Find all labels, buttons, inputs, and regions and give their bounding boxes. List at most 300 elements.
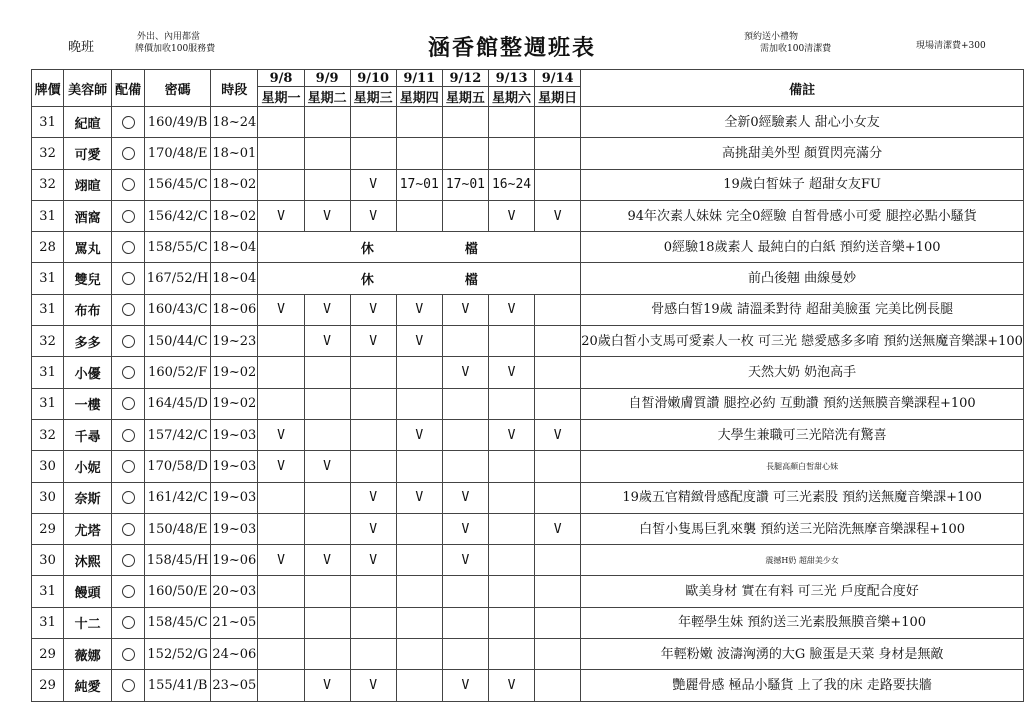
day-cell: V bbox=[350, 545, 396, 576]
day-cell: V bbox=[304, 451, 350, 482]
day-cell: V bbox=[304, 200, 350, 231]
col-time: 時段 bbox=[211, 70, 258, 107]
name-cell: 尤塔 bbox=[64, 513, 112, 544]
remark-cell: 天然大奶 奶泡高手 bbox=[581, 357, 1024, 388]
price-cell: 31 bbox=[32, 263, 64, 294]
remark-cell: 歐美身材 實在有料 可三光 戶度配合度好 bbox=[581, 576, 1024, 607]
remark-cell: 19歲五官精緻骨感配度讚 可三光素股 預約送無魔音樂課+100 bbox=[581, 482, 1024, 513]
day-cell bbox=[488, 482, 534, 513]
day-cell: 17~01 bbox=[396, 169, 442, 200]
day-cell bbox=[535, 607, 581, 638]
code-cell: 150/48/E bbox=[145, 513, 211, 544]
page-title: 涵香館整週班表 bbox=[427, 35, 596, 61]
code-cell: 167/52/H bbox=[145, 263, 211, 294]
day-cell: V bbox=[350, 482, 396, 513]
equip-cell bbox=[112, 670, 145, 701]
price-cell: 28 bbox=[32, 232, 64, 263]
time-cell: 18~02 bbox=[211, 169, 258, 200]
equip-cell bbox=[112, 326, 145, 357]
off-label: 檔 bbox=[464, 273, 478, 289]
off-label: 檔 bbox=[464, 241, 478, 257]
name-cell: 饅頭 bbox=[64, 576, 112, 607]
time-cell: 18~04 bbox=[211, 263, 258, 294]
day-cell bbox=[488, 451, 534, 482]
day-cell: V bbox=[258, 294, 304, 325]
circle-icon bbox=[122, 147, 135, 160]
time-cell: 19~02 bbox=[211, 357, 258, 388]
circle-icon bbox=[122, 429, 135, 442]
cleaning-fee-note-line1: 預約送小禮物 bbox=[744, 32, 799, 42]
day-cell bbox=[304, 138, 350, 169]
circle-icon bbox=[122, 585, 135, 598]
col-name: 美容師 bbox=[64, 70, 112, 107]
day-cell bbox=[442, 607, 488, 638]
day-cell: V bbox=[442, 482, 488, 513]
equip-cell bbox=[112, 200, 145, 231]
day-cell bbox=[396, 451, 442, 482]
price-cell: 31 bbox=[32, 200, 64, 231]
code-cell: 164/45/D bbox=[145, 388, 211, 419]
day-cell bbox=[396, 138, 442, 169]
day-cell bbox=[258, 326, 304, 357]
circle-icon bbox=[122, 648, 135, 661]
day-cell: V bbox=[488, 419, 534, 450]
day-cell: V bbox=[488, 294, 534, 325]
day-cell bbox=[442, 388, 488, 419]
equip-cell bbox=[112, 169, 145, 200]
day-cell bbox=[396, 576, 442, 607]
schedule-body bbox=[32, 107, 1024, 702]
day-cell bbox=[304, 639, 350, 670]
day-cell: 17~01 bbox=[442, 169, 488, 200]
circle-icon bbox=[122, 679, 135, 692]
table-row bbox=[32, 232, 1024, 263]
day-cell bbox=[535, 169, 581, 200]
day-cell bbox=[535, 639, 581, 670]
day-cell bbox=[350, 419, 396, 450]
day-cell: V bbox=[304, 326, 350, 357]
day-cell bbox=[304, 357, 350, 388]
day-cell bbox=[488, 513, 534, 544]
day-cell bbox=[304, 607, 350, 638]
remark-cell: 前凸後翹 曲線曼妙 bbox=[581, 263, 1024, 294]
price-cell: 30 bbox=[32, 451, 64, 482]
time-cell: 19~23 bbox=[211, 326, 258, 357]
time-cell: 24~06 bbox=[211, 639, 258, 670]
code-cell: 152/52/G bbox=[145, 639, 211, 670]
day-cell: V bbox=[442, 357, 488, 388]
circle-icon bbox=[122, 397, 135, 410]
shift-label: 晚班 bbox=[68, 40, 95, 55]
time-cell: 18~01 bbox=[211, 138, 258, 169]
day-cell bbox=[258, 482, 304, 513]
day-cell bbox=[304, 513, 350, 544]
off-cell bbox=[258, 232, 581, 263]
equip-cell bbox=[112, 513, 145, 544]
price-cell: 29 bbox=[32, 670, 64, 701]
day-cell bbox=[258, 576, 304, 607]
circle-icon bbox=[122, 178, 135, 191]
equip-cell bbox=[112, 545, 145, 576]
price-cell: 31 bbox=[32, 357, 64, 388]
equip-cell bbox=[112, 576, 145, 607]
table-row bbox=[32, 169, 1024, 200]
day-cell: 16~24 bbox=[488, 169, 534, 200]
day-cell: V bbox=[350, 513, 396, 544]
day-cell bbox=[350, 576, 396, 607]
day-cell: V bbox=[396, 482, 442, 513]
time-cell: 21~05 bbox=[211, 607, 258, 638]
equip-cell bbox=[112, 232, 145, 263]
col-date: 9/10 bbox=[350, 70, 396, 87]
day-cell bbox=[535, 294, 581, 325]
col-date: 9/14 bbox=[535, 70, 581, 87]
name-cell: 布布 bbox=[64, 294, 112, 325]
equip-cell bbox=[112, 451, 145, 482]
day-cell: V bbox=[488, 670, 534, 701]
equip-cell bbox=[112, 294, 145, 325]
circle-icon bbox=[122, 460, 135, 473]
equip-cell bbox=[112, 138, 145, 169]
day-cell bbox=[535, 357, 581, 388]
day-cell bbox=[304, 388, 350, 419]
day-cell: V bbox=[535, 419, 581, 450]
table-row bbox=[32, 107, 1024, 138]
day-cell bbox=[350, 639, 396, 670]
remark-cell: 年輕學生妹 預約送三光素股無膜音樂+100 bbox=[581, 607, 1024, 638]
code-cell: 161/42/C bbox=[145, 482, 211, 513]
remark-cell: 白皙小隻馬巨乳來襲 預約送三光陪洗無摩音樂課程+100 bbox=[581, 513, 1024, 544]
day-cell bbox=[535, 138, 581, 169]
time-cell: 19~03 bbox=[211, 513, 258, 544]
circle-icon bbox=[122, 616, 135, 629]
day-cell: V bbox=[350, 326, 396, 357]
day-cell bbox=[350, 138, 396, 169]
equip-cell bbox=[112, 482, 145, 513]
day-cell bbox=[396, 513, 442, 544]
day-cell: V bbox=[304, 545, 350, 576]
equip-cell bbox=[112, 263, 145, 294]
day-cell bbox=[488, 576, 534, 607]
table-row bbox=[32, 451, 1024, 482]
code-cell: 160/52/F bbox=[145, 357, 211, 388]
table-row bbox=[32, 576, 1024, 607]
price-cell: 31 bbox=[32, 294, 64, 325]
col-date: 9/8 bbox=[258, 70, 304, 87]
time-cell: 18~02 bbox=[211, 200, 258, 231]
day-cell bbox=[442, 200, 488, 231]
name-cell: 奈斯 bbox=[64, 482, 112, 513]
day-cell: V bbox=[442, 513, 488, 544]
name-cell: 紀暄 bbox=[64, 107, 112, 138]
circle-icon bbox=[122, 335, 135, 348]
day-cell bbox=[396, 670, 442, 701]
price-cell: 32 bbox=[32, 169, 64, 200]
col-weekday: 星期六 bbox=[488, 87, 534, 107]
price-cell: 31 bbox=[32, 607, 64, 638]
table-row bbox=[32, 482, 1024, 513]
code-cell: 160/49/B bbox=[145, 107, 211, 138]
col-equip: 配備 bbox=[112, 70, 145, 107]
table-row bbox=[32, 513, 1024, 544]
price-cell: 31 bbox=[32, 107, 64, 138]
table-row bbox=[32, 419, 1024, 450]
day-cell bbox=[535, 576, 581, 607]
code-cell: 150/44/C bbox=[145, 326, 211, 357]
day-cell bbox=[442, 326, 488, 357]
day-cell: V bbox=[488, 200, 534, 231]
time-cell: 18~06 bbox=[211, 294, 258, 325]
name-cell: 純愛 bbox=[64, 670, 112, 701]
remark-cell: 震撼H奶 超甜美少女 bbox=[581, 545, 1024, 576]
table-row bbox=[32, 388, 1024, 419]
day-cell bbox=[442, 107, 488, 138]
col-weekday: 星期二 bbox=[304, 87, 350, 107]
code-cell: 170/58/D bbox=[145, 451, 211, 482]
day-cell bbox=[258, 357, 304, 388]
col-date: 9/12 bbox=[442, 70, 488, 87]
table-row bbox=[32, 294, 1024, 325]
remark-cell: 艷麗骨感 極品小騷貨 上了我的床 走路要扶牆 bbox=[581, 670, 1024, 701]
col-date: 9/11 bbox=[396, 70, 442, 87]
code-cell: 158/45/C bbox=[145, 607, 211, 638]
col-date: 9/9 bbox=[304, 70, 350, 87]
col-weekday: 星期三 bbox=[350, 87, 396, 107]
day-cell bbox=[258, 607, 304, 638]
day-cell: V bbox=[304, 670, 350, 701]
name-cell: 可愛 bbox=[64, 138, 112, 169]
day-cell bbox=[350, 107, 396, 138]
equip-cell bbox=[112, 357, 145, 388]
day-cell bbox=[304, 576, 350, 607]
code-cell: 160/50/E bbox=[145, 576, 211, 607]
schedule-table bbox=[31, 69, 1024, 702]
code-cell: 160/43/C bbox=[145, 294, 211, 325]
table-row bbox=[32, 138, 1024, 169]
day-cell bbox=[258, 639, 304, 670]
day-cell bbox=[488, 607, 534, 638]
day-cell bbox=[535, 670, 581, 701]
day-cell bbox=[488, 107, 534, 138]
day-cell bbox=[304, 482, 350, 513]
off-label: 休 bbox=[360, 241, 374, 257]
day-cell bbox=[304, 107, 350, 138]
circle-icon bbox=[122, 116, 135, 129]
price-cell: 30 bbox=[32, 482, 64, 513]
price-cell: 31 bbox=[32, 388, 64, 419]
table-row bbox=[32, 200, 1024, 231]
name-cell: 十二 bbox=[64, 607, 112, 638]
code-cell: 170/48/E bbox=[145, 138, 211, 169]
name-cell: 罵丸 bbox=[64, 232, 112, 263]
remark-cell: 19歲白皙妹子 超甜女友FU bbox=[581, 169, 1024, 200]
day-cell bbox=[488, 545, 534, 576]
day-cell: V bbox=[488, 357, 534, 388]
circle-icon bbox=[122, 272, 135, 285]
off-cell bbox=[258, 263, 581, 294]
price-cell: 32 bbox=[32, 419, 64, 450]
price-cell: 29 bbox=[32, 513, 64, 544]
day-cell bbox=[442, 138, 488, 169]
name-cell: 小妮 bbox=[64, 451, 112, 482]
time-cell: 18~24 bbox=[211, 107, 258, 138]
time-cell: 20~03 bbox=[211, 576, 258, 607]
table-row bbox=[32, 326, 1024, 357]
day-cell bbox=[396, 357, 442, 388]
day-cell: V bbox=[304, 294, 350, 325]
price-cell: 31 bbox=[32, 576, 64, 607]
day-cell: V bbox=[396, 419, 442, 450]
day-cell bbox=[258, 513, 304, 544]
code-cell: 156/42/C bbox=[145, 200, 211, 231]
cleaning-fee-note bbox=[744, 31, 831, 55]
remark-cell: 94年次素人妹妹 完全0經驗 自皙骨感小可愛 腿控必點小騷貨 bbox=[581, 200, 1024, 231]
day-cell bbox=[258, 169, 304, 200]
col-weekday: 星期日 bbox=[535, 87, 581, 107]
day-cell: V bbox=[258, 419, 304, 450]
equip-cell bbox=[112, 107, 145, 138]
day-cell: V bbox=[258, 545, 304, 576]
remark-cell: 長腿高顏白皙甜心妹 bbox=[581, 451, 1024, 482]
remark-cell: 全新0經驗素人 甜心小女友 bbox=[581, 107, 1024, 138]
day-cell: V bbox=[535, 200, 581, 231]
day-cell: V bbox=[350, 200, 396, 231]
remark-cell: 骨感白皙19歲 請溫柔對待 超甜美臉蛋 完美比例長腿 bbox=[581, 294, 1024, 325]
circle-icon bbox=[122, 491, 135, 504]
col-price: 牌價 bbox=[32, 70, 64, 107]
time-cell: 19~03 bbox=[211, 419, 258, 450]
name-cell: 雙兒 bbox=[64, 263, 112, 294]
day-cell bbox=[488, 138, 534, 169]
day-cell bbox=[535, 326, 581, 357]
day-cell bbox=[350, 451, 396, 482]
code-cell: 157/42/C bbox=[145, 419, 211, 450]
day-cell: V bbox=[350, 670, 396, 701]
price-cell: 29 bbox=[32, 639, 64, 670]
price-cell: 32 bbox=[32, 138, 64, 169]
day-cell bbox=[304, 169, 350, 200]
day-cell bbox=[442, 639, 488, 670]
remark-cell: 大學生兼職可三光陪洗有驚喜 bbox=[581, 419, 1024, 450]
name-cell: 多多 bbox=[64, 326, 112, 357]
day-cell: V bbox=[442, 670, 488, 701]
time-cell: 19~03 bbox=[211, 451, 258, 482]
circle-icon bbox=[122, 241, 135, 254]
day-cell bbox=[350, 357, 396, 388]
remark-cell: 年輕粉嫩 波濤洶湧的大G 臉蛋是天菜 身材是無敵 bbox=[581, 639, 1024, 670]
day-cell bbox=[535, 388, 581, 419]
schedule-header bbox=[32, 70, 1024, 107]
day-cell: V bbox=[535, 513, 581, 544]
col-weekday: 星期一 bbox=[258, 87, 304, 107]
col-date: 9/13 bbox=[488, 70, 534, 87]
circle-icon bbox=[122, 523, 135, 536]
day-cell bbox=[258, 388, 304, 419]
code-cell: 158/55/C bbox=[145, 232, 211, 263]
code-cell: 156/45/C bbox=[145, 169, 211, 200]
name-cell: 酒窩 bbox=[64, 200, 112, 231]
circle-icon bbox=[122, 554, 135, 567]
circle-icon bbox=[122, 366, 135, 379]
time-cell: 18~04 bbox=[211, 232, 258, 263]
time-cell: 19~02 bbox=[211, 388, 258, 419]
day-cell bbox=[442, 451, 488, 482]
day-cell bbox=[258, 138, 304, 169]
equip-cell bbox=[112, 639, 145, 670]
name-cell: 一樓 bbox=[64, 388, 112, 419]
day-cell: V bbox=[350, 169, 396, 200]
day-cell bbox=[396, 388, 442, 419]
table-row bbox=[32, 607, 1024, 638]
day-cell bbox=[535, 107, 581, 138]
day-cell bbox=[488, 326, 534, 357]
name-cell: 千尋 bbox=[64, 419, 112, 450]
onsite-cleaning-fee: 現場清潔費+300 bbox=[916, 41, 986, 51]
code-cell: 155/41/B bbox=[145, 670, 211, 701]
name-cell: 沐熙 bbox=[64, 545, 112, 576]
remark-cell: 自皙滑嫩膚質讚 腿控必約 互動讚 預約送無膜音樂課程+100 bbox=[581, 388, 1024, 419]
day-cell bbox=[535, 545, 581, 576]
col-weekday: 星期四 bbox=[396, 87, 442, 107]
service-fee-note-line2: 牌價加收100服務費 bbox=[135, 44, 216, 54]
remark-cell: 高挑甜美外型 顏質閃亮滿分 bbox=[581, 138, 1024, 169]
circle-icon bbox=[122, 210, 135, 223]
day-cell bbox=[350, 388, 396, 419]
col-remarks: 備註 bbox=[581, 70, 1024, 107]
time-cell: 19~03 bbox=[211, 482, 258, 513]
table-row bbox=[32, 545, 1024, 576]
day-cell bbox=[535, 451, 581, 482]
day-cell bbox=[396, 545, 442, 576]
equip-cell bbox=[112, 388, 145, 419]
day-cell: V bbox=[258, 200, 304, 231]
remark-cell: 20歲白皙小支馬可愛素人一枚 可三光 戀愛感多多唷 預約送無魔音樂課+100 bbox=[581, 326, 1024, 357]
table-row bbox=[32, 670, 1024, 701]
col-code: 密碼 bbox=[145, 70, 211, 107]
day-cell: V bbox=[258, 451, 304, 482]
day-cell bbox=[258, 670, 304, 701]
time-cell: 19~06 bbox=[211, 545, 258, 576]
off-label: 休 bbox=[360, 273, 374, 289]
table-row bbox=[32, 357, 1024, 388]
equip-cell bbox=[112, 419, 145, 450]
name-cell: 薇娜 bbox=[64, 639, 112, 670]
day-cell bbox=[442, 576, 488, 607]
table-row bbox=[32, 639, 1024, 670]
day-cell bbox=[396, 607, 442, 638]
remark-cell: 0經驗18歲素人 最純白的白紙 預約送音樂+100 bbox=[581, 232, 1024, 263]
circle-icon bbox=[122, 303, 135, 316]
day-cell: V bbox=[350, 294, 396, 325]
day-cell: V bbox=[396, 294, 442, 325]
service-fee-note-line1: 外出、內用都當 bbox=[137, 32, 201, 42]
day-cell: V bbox=[442, 294, 488, 325]
name-cell: 翊暄 bbox=[64, 169, 112, 200]
day-cell bbox=[396, 200, 442, 231]
day-cell: V bbox=[442, 545, 488, 576]
day-cell bbox=[396, 639, 442, 670]
cleaning-fee-note-line2: 需加收100清潔費 bbox=[760, 44, 832, 54]
day-cell bbox=[258, 107, 304, 138]
day-cell bbox=[442, 419, 488, 450]
equip-cell bbox=[112, 607, 145, 638]
day-cell bbox=[488, 388, 534, 419]
code-cell: 158/45/H bbox=[145, 545, 211, 576]
day-cell bbox=[350, 607, 396, 638]
day-cell bbox=[488, 639, 534, 670]
table-row bbox=[32, 263, 1024, 294]
name-cell: 小優 bbox=[64, 357, 112, 388]
